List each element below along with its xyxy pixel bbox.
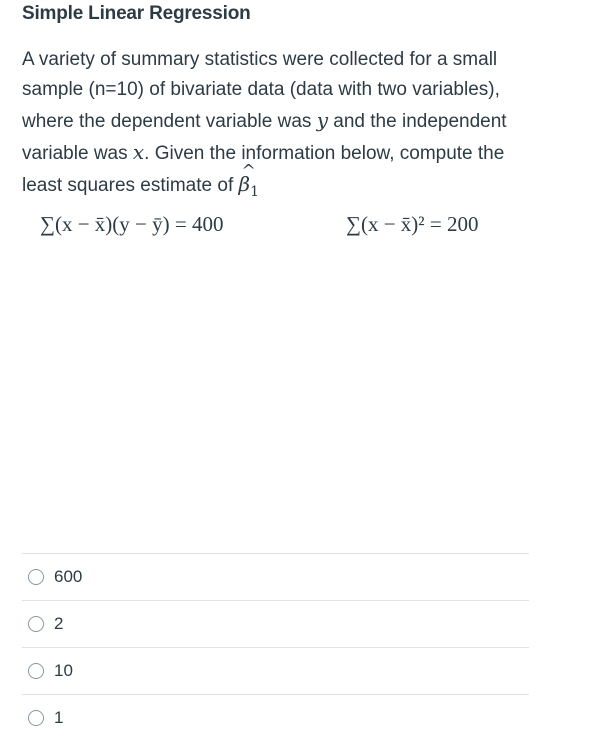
question-text-part-2: and the independent variable was: [22, 111, 507, 164]
answer-option-label: 10: [54, 661, 73, 680]
answer-options: [22, 553, 529, 741]
beta-hat: ^: [241, 161, 256, 181]
question-title: Simple Linear Regression: [22, 3, 251, 24]
beta-letter: β: [238, 172, 251, 196]
independent-variable: x: [132, 140, 145, 164]
answer-option-label: 600: [54, 567, 83, 586]
beta-subscript: 1: [250, 184, 259, 200]
question-text-part-3: . Given the information below, compute the least squares estimate of: [22, 143, 505, 196]
answer-option[interactable]: [22, 600, 529, 647]
answer-option[interactable]: [22, 647, 529, 694]
question-text: [22, 45, 532, 202]
formula-sum-of-cross-products: ∑(x − x̄)(y − ȳ) = 400: [40, 212, 224, 236]
question-text-part-1: A variety of summary statistics were collected for a small sample (n=10) of bivariate data (data with two variables), where the dependent variable was: [22, 49, 500, 132]
beta-estimate-symbol: [238, 161, 259, 202]
answer-option-label: 2: [54, 614, 64, 633]
radio-button[interactable]: [28, 569, 44, 585]
formula-sum-of-squares-x: ∑(x − x̄)² = 200: [346, 212, 479, 236]
answer-option[interactable]: [22, 553, 529, 600]
radio-button[interactable]: [28, 710, 44, 726]
radio-button[interactable]: [28, 663, 44, 679]
dependent-variable: y: [316, 108, 329, 132]
answer-option-label: 1: [54, 708, 64, 727]
radio-button[interactable]: [28, 616, 44, 632]
